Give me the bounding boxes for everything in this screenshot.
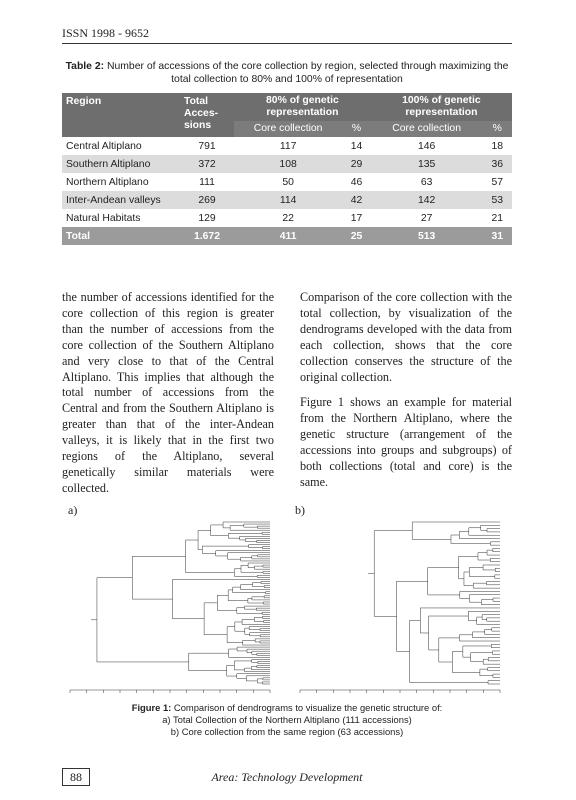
- cell-total: 269: [180, 191, 234, 209]
- dendrogram-branch: [228, 533, 262, 538]
- dendrogram-branch: [198, 530, 211, 549]
- dendrogram-branch: [264, 620, 270, 622]
- dendrogram-branch: [429, 616, 469, 650]
- dendrogram-branch: [257, 526, 270, 528]
- dendrogram-branch: [397, 581, 428, 651]
- cell-p80: 46: [350, 176, 363, 188]
- cell-p100: 36: [482, 155, 512, 173]
- figure-caption-line2: a) Total Collection of the Northern Altiplano (111 accessions): [162, 714, 412, 725]
- cell-p100: 18: [491, 140, 504, 152]
- dendrogram-branch: [469, 567, 494, 576]
- dendrogram-branch: [242, 619, 270, 624]
- dendrogram-branch: [262, 616, 270, 618]
- dendrogram-branch: [244, 524, 270, 527]
- cell-p80: 42: [342, 191, 371, 209]
- figure-caption: [62, 702, 512, 738]
- paragraph: Figure 1 shows an example for material from the Northern Altiplano, where the genetic structure (arrangement of the accessions into groups and subgroups) of both collections (total and core) is the same.: [300, 395, 512, 489]
- dendrogram-branch: [262, 682, 270, 684]
- cell-p100: 57: [491, 176, 504, 188]
- paragraph: Comparison of the core collection with the total collection, by visualization of the dendrograms developed with the data from each collection, shows that the core collection conserves the structure of the original collection.: [300, 290, 512, 384]
- dendrogram-branch: [264, 586, 270, 588]
- dendrogram-branch: [262, 612, 270, 614]
- cell-p100: 31: [482, 227, 512, 245]
- figure-caption-label: Figure 1:: [131, 702, 172, 713]
- dendrogram-branch: [227, 665, 237, 676]
- table-row: [62, 173, 512, 191]
- dendrogram-branch: [255, 566, 270, 569]
- dendrogram-branch: [469, 528, 500, 535]
- dendrogram-branch: [246, 676, 270, 681]
- dendrogram-branch: [487, 529, 500, 532]
- dendrogram-branch: [493, 598, 500, 601]
- subheader-pct-100: %: [482, 121, 512, 137]
- dendrogram-branch: [245, 628, 250, 634]
- table-row: [62, 155, 512, 173]
- dendrogram-branch: [244, 606, 270, 609]
- cell-p80: 17: [350, 212, 363, 224]
- dendrogram-branch: [217, 595, 237, 610]
- table-row: [62, 209, 512, 227]
- cell-region: Northern Altiplano: [66, 176, 149, 188]
- figure-label-a: a): [68, 503, 78, 517]
- cell-total: 111: [199, 176, 215, 188]
- dendrogram-branch: [132, 556, 185, 599]
- subheader-core-100: Core collection: [371, 121, 483, 137]
- dendrogram-branch: [258, 555, 270, 557]
- accessions-table: [62, 93, 512, 245]
- dendrogram-branch: [471, 653, 493, 662]
- page-number: 88: [62, 768, 90, 786]
- dendrogram-branch: [258, 661, 270, 663]
- table-row: [62, 137, 512, 155]
- running-header: [62, 27, 512, 44]
- dendrogram-branch: [233, 587, 266, 593]
- dendrogram-branch: [478, 553, 490, 560]
- dendrogram-branch: [477, 617, 500, 624]
- cell-p80: 25: [342, 227, 371, 245]
- dendrogram-branch: [492, 651, 500, 654]
- table-caption-text: Number of accessions of the core collection by region, selected through maximizing the total collection to 80% and 100% of representation: [104, 61, 509, 85]
- cell-total: 791: [198, 140, 216, 152]
- dendrogram-branch: [245, 668, 270, 672]
- header-80: 80% of genetic representation: [234, 93, 371, 121]
- cell-c100: 27: [420, 212, 433, 224]
- dendrogram-branch: [249, 545, 270, 548]
- dendrogram-branch: [202, 546, 248, 553]
- dendrogram-branch: [264, 596, 270, 598]
- dendrogram-branch: [240, 536, 270, 540]
- dendrogram-branch: [263, 678, 270, 680]
- dendrogram-branch: [473, 632, 500, 638]
- cell-total: 129: [198, 212, 216, 224]
- cell-c80: 50: [282, 176, 294, 188]
- table-header-row: [62, 93, 512, 121]
- dendrogram-branch: [480, 669, 493, 676]
- dendrogram-branch: [491, 644, 500, 647]
- dendrogram-branch: [252, 651, 270, 654]
- dendrogram-branch: [492, 628, 500, 631]
- cell-region: Natural Habitats: [66, 212, 141, 224]
- dendrogram-branch: [257, 679, 263, 683]
- dendrogram-branch: [490, 542, 500, 545]
- dendrogram-branch: [486, 582, 500, 585]
- dendrogram-branch: [247, 649, 270, 653]
- text-column-left: [62, 290, 274, 507]
- dendrogram-branch: [263, 571, 270, 573]
- dendrogram-branch: [464, 572, 473, 586]
- text-column-right: [300, 290, 512, 501]
- dendrogram-branch: [469, 595, 500, 602]
- dendrogram-branch: [487, 618, 500, 621]
- dendrogram-branch: [481, 525, 500, 530]
- dendrogram-branch: [189, 653, 229, 671]
- dendrogram-branch: [495, 575, 500, 578]
- cell-p100: 21: [491, 212, 504, 224]
- dendrogram-branch: [228, 553, 270, 559]
- dendrogram-branch: [237, 608, 262, 614]
- dendrogram-branch: [374, 531, 412, 617]
- dendrogram-branch: [257, 575, 270, 577]
- cell-c100: 142: [371, 191, 483, 209]
- dendrogram-branch: [485, 629, 500, 634]
- table-caption: [62, 60, 512, 86]
- dendrogram-branch: [257, 540, 270, 542]
- header-total: Total Acces- sions: [180, 93, 234, 137]
- dendrogram-branch: [248, 598, 263, 603]
- issn-text: ISSN 1998 - 9652: [62, 26, 150, 40]
- cell-c100: 135: [371, 155, 483, 173]
- table-total-row: [62, 227, 512, 245]
- dendrogram-branch: [488, 667, 500, 670]
- dendrogram-branch: [216, 551, 270, 556]
- dendrogram-branch: [245, 538, 270, 541]
- dendrogram-branch: [252, 597, 270, 600]
- dendrogram-branch: [257, 666, 270, 668]
- dendrogram-branch: [211, 525, 228, 536]
- cell-c80: 411: [234, 227, 342, 245]
- dendrogram-branch: [257, 653, 270, 655]
- dendrogram-branch: [451, 535, 490, 543]
- footer-area: Area: Technology Development: [211, 770, 363, 784]
- dendrogram-branch: [250, 633, 270, 636]
- header-100: 100% of genetic representation: [371, 93, 512, 121]
- table-row: [62, 191, 512, 209]
- cell-c80: 117: [279, 140, 297, 152]
- dendrogram-a: [62, 518, 284, 698]
- cell-c80: 22: [282, 212, 294, 224]
- dendrogram-branch: [228, 590, 248, 601]
- dendrogram-branch: [493, 548, 500, 551]
- dendrogram-branch: [482, 615, 500, 620]
- subheader-core-80: Core collection: [234, 121, 342, 137]
- dendrogram-branch: [452, 652, 480, 673]
- dendrogram-branch: [263, 565, 270, 567]
- page-footer: [62, 768, 512, 788]
- dendrogram-branch: [241, 585, 270, 590]
- dendrogram-branch: [255, 639, 270, 642]
- dendrogram-branch: [256, 608, 270, 610]
- dendrogram-branch: [251, 667, 270, 670]
- dendrogram-branch: [260, 641, 270, 643]
- dendrogram-branch: [204, 603, 227, 635]
- dendrogram-branch: [260, 635, 270, 637]
- cell-p100: 53: [482, 191, 512, 209]
- dendrogram-branch: [186, 540, 235, 573]
- dendrogram-branch: [97, 578, 189, 662]
- dendrogram-branch: [241, 565, 263, 572]
- figure-label-b: b): [295, 503, 305, 517]
- dendrogram-branch: [241, 557, 270, 561]
- dendrogram-branch: [487, 550, 500, 555]
- figure-caption-line1: Comparison of dendrograms to visualize the genetic structure of:: [171, 702, 443, 713]
- cell-region: Central Altiplano: [66, 140, 142, 152]
- dendrogram-branch: [493, 674, 500, 677]
- dendrogram-b: [292, 518, 514, 698]
- dendrogram-branch: [261, 581, 270, 583]
- dendrogram-branch: [490, 558, 500, 561]
- dendrogram-branch: [253, 582, 265, 586]
- dendrogram-branch: [263, 547, 270, 549]
- dendrogram-branch: [409, 620, 488, 682]
- dendrogram-branch: [495, 568, 500, 571]
- dendrogram-branch: [439, 638, 460, 662]
- dendrogram-branch: [483, 565, 500, 570]
- dendrogram-branch: [260, 629, 270, 631]
- paragraph: the number of accessions identified for the core collection of this region is greater than the number of accessions from the core collection of the Southern Altiplano and very close to that of the Central Altiplano. This implies that although the total number of accessions from the Central and from the Southern Altiplano is greater than that of the inter-Andean valleys, it is likely that in the first two regions of the Altiplano, several genetically similar materials were collected.: [62, 290, 274, 495]
- dendrogram-branch: [488, 681, 500, 684]
- dendrogram-branch: [173, 579, 270, 618]
- dendrogram-branch: [234, 661, 251, 670]
- cell-c100: 513: [371, 227, 483, 245]
- dendrogram-branch: [252, 556, 270, 559]
- table-caption-label: Table 2:: [65, 61, 105, 72]
- dendrogram-branch: [266, 592, 270, 594]
- dendrogram-branch: [235, 622, 245, 631]
- dendrogram-branch: [463, 646, 491, 657]
- dendrogram-branch: [488, 658, 500, 661]
- dendrogram-branch: [249, 627, 270, 630]
- dendrogram-branch: [428, 568, 460, 595]
- dendrogram-branch: [252, 659, 270, 662]
- cell-region: Southern Altiplano: [62, 155, 180, 173]
- dendrogram-branch: [234, 569, 257, 577]
- cell-region: Inter-Andean valleys: [62, 191, 180, 209]
- header-region: Region: [62, 93, 180, 137]
- dendrogram-branch: [262, 532, 270, 534]
- subheader-pct-80: %: [342, 121, 371, 137]
- cell-total: 1.672: [180, 227, 234, 245]
- cell-p80: 29: [342, 155, 371, 173]
- cell-c100: 146: [417, 140, 436, 152]
- dendrogram-branch: [483, 659, 500, 664]
- dendrogram-branch: [481, 600, 500, 605]
- cell-total: 372: [180, 155, 234, 173]
- cell-c80: 108: [234, 155, 342, 173]
- figure-caption-line3: b) Core collection from the same region (63 accessions): [170, 726, 404, 737]
- dendrogram-branch: [263, 602, 270, 604]
- cell-p80: 14: [350, 140, 363, 152]
- cell-c80: 114: [234, 191, 342, 209]
- cell-region: Total: [62, 227, 180, 245]
- cell-c100: 63: [420, 176, 433, 188]
